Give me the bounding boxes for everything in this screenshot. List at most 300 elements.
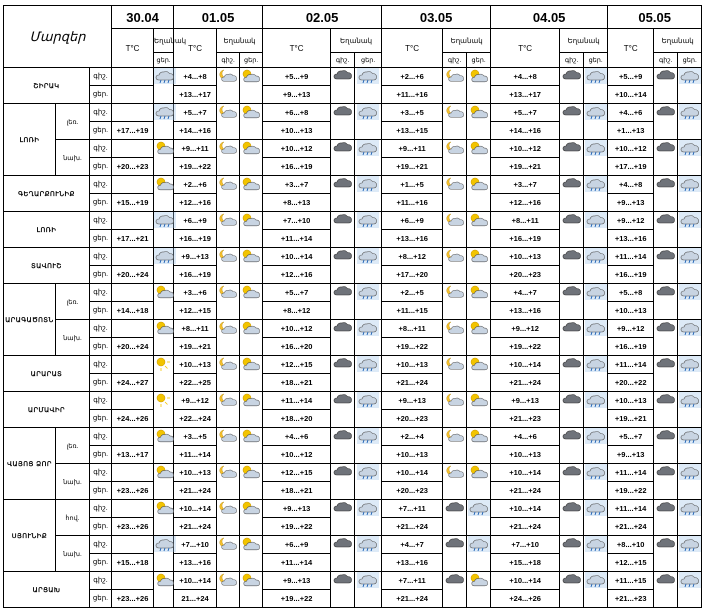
day-temperature: +11...+14 (263, 554, 331, 572)
night-temperature: +9...+12 (174, 392, 217, 410)
weather-icon-stack (584, 212, 607, 247)
region-name: ՏԱՎՈՒՇ (4, 248, 90, 284)
weather-icon-stack (355, 68, 381, 103)
weather-icon-stack (355, 572, 381, 607)
weather-icon-cell (467, 500, 491, 536)
weather-icon-cell (443, 572, 467, 608)
weather-icon-cell (584, 536, 608, 572)
day-label: ցեր. (90, 554, 112, 572)
rain-cloud-icon (585, 176, 607, 192)
weather-icon-stack (355, 212, 381, 247)
weather-icon-stack (560, 392, 583, 427)
weather-header: Եղանակ (154, 29, 174, 53)
weather-icon-cell (217, 104, 240, 140)
weather-icon-stack (355, 500, 381, 535)
sun-cloud-icon (240, 428, 262, 444)
weather-icon-cell (654, 536, 678, 572)
day-temperature: +13...+15 (382, 122, 443, 140)
forecast-row (4, 464, 702, 482)
sun-cloud-icon (468, 356, 490, 372)
moon-cloud-icon (217, 464, 239, 480)
weather-icon-cell (584, 392, 608, 428)
weather-icon-stack (443, 248, 466, 283)
sun-cloud-icon (468, 392, 490, 408)
weather-icon-stack (584, 500, 607, 535)
weather-icon-cell (154, 392, 174, 428)
forecast-table-wrapper (3, 5, 697, 603)
weather-icon-cell (678, 248, 702, 284)
rain-cloud-icon (679, 572, 701, 588)
weather-icon-stack (678, 572, 701, 607)
night-temperature: +8...+11 (491, 212, 560, 230)
weather-icon-stack (331, 356, 354, 391)
weather-icon-cell (154, 212, 174, 248)
night-label: գիշ. (90, 392, 112, 410)
moon-cloud-icon (444, 464, 466, 480)
weather-icon-stack (331, 464, 354, 499)
dark-cloud-icon (444, 536, 466, 552)
region-name: ԱՐՄԱՎԻՐ (4, 392, 90, 428)
weather-icon-cell (560, 212, 584, 248)
night-temperature: +9...+12 (608, 320, 654, 338)
moon-cloud-icon (217, 248, 239, 264)
night-temperature: +10...+14 (174, 500, 217, 518)
rain-cloud-icon (585, 248, 607, 264)
date-header: 04.05 (491, 6, 608, 29)
day-temperature: +17...+20 (382, 266, 443, 284)
night-temperature (112, 536, 154, 554)
weather-icon-cell (467, 248, 491, 284)
weather-icon-stack (584, 392, 607, 427)
night-temperature: +11...+15 (608, 572, 654, 590)
weather-icon-cell (240, 284, 263, 320)
day-temperature: +19...+21 (174, 338, 217, 356)
sun-cloud-icon (240, 248, 262, 264)
moon-cloud-icon (217, 176, 239, 192)
rain-cloud-icon (357, 248, 379, 264)
moon-cloud-icon (217, 68, 239, 84)
weather-icon-cell (467, 464, 491, 500)
moon-cloud-icon (444, 428, 466, 444)
day-temperature: +12...+15 (174, 302, 217, 320)
zone-name: լեռ. (56, 284, 90, 320)
weather-icon-stack (654, 212, 677, 247)
sun-cloud-icon (240, 104, 262, 120)
weather-icon-cell (654, 572, 678, 608)
weather-icon-stack (560, 572, 583, 607)
night-subheader: գիշ. (443, 53, 467, 68)
weather-icon-stack (467, 248, 490, 283)
weather-icon-cell (584, 68, 608, 104)
weather-icon-cell (355, 212, 382, 248)
sun-cloud-icon (468, 212, 490, 228)
weather-icon-stack (240, 464, 262, 499)
day-temperature: 21...+24 (174, 590, 217, 608)
dark-cloud-icon (332, 572, 354, 588)
weather-icon-stack (154, 428, 173, 463)
day-temperature: +10...+13 (491, 446, 560, 464)
day-label: ցեր. (90, 194, 112, 212)
rain-cloud-icon (679, 500, 701, 516)
weather-icon-cell (355, 248, 382, 284)
sun-cloud-icon (468, 320, 490, 336)
night-temperature: +4...+8 (174, 68, 217, 86)
region-name: ՍՅՈՒՆԻՔ (4, 500, 56, 572)
dark-cloud-icon (561, 320, 583, 336)
rain-cloud-icon (357, 500, 379, 516)
weather-icon-cell (443, 140, 467, 176)
night-temperature: +7...+10 (491, 536, 560, 554)
weather-icon-cell (217, 176, 240, 212)
sun-icon (154, 392, 176, 408)
night-temperature: +6...+9 (382, 212, 443, 230)
weather-icon-stack (217, 212, 239, 247)
forecast-row (4, 572, 702, 590)
weather-icon-cell (443, 392, 467, 428)
weather-icon-stack (355, 536, 381, 571)
night-label: գիշ. (90, 68, 112, 86)
weather-icon-stack (154, 536, 173, 571)
weather-icon-cell (217, 212, 240, 248)
weather-icon-stack (154, 140, 173, 175)
weather-icon-cell (584, 212, 608, 248)
weather-icon-cell (154, 284, 174, 320)
weather-icon-stack (355, 428, 381, 463)
day-temperature: +20...+23 (112, 158, 154, 176)
rain-cloud-icon (154, 68, 176, 84)
day-temperature: +16...+19 (263, 158, 331, 176)
night-label: գիշ. (90, 464, 112, 482)
forecast-table (3, 5, 702, 608)
moon-cloud-icon (444, 68, 466, 84)
night-temperature: +10...+14 (263, 248, 331, 266)
rain-cloud-icon (585, 500, 607, 516)
weather-icon-cell (467, 572, 491, 608)
dark-cloud-icon (332, 140, 354, 156)
weather-icon-cell (217, 68, 240, 104)
weather-icon-cell (355, 68, 382, 104)
night-temperature (112, 68, 154, 86)
night-temperature: +5...+7 (491, 104, 560, 122)
night-temperature: +1...+5 (382, 176, 443, 194)
dark-cloud-icon (332, 356, 354, 372)
sun-cloud-icon (154, 428, 176, 444)
rain-cloud-icon (468, 500, 490, 516)
weather-icon-cell (217, 320, 240, 356)
dark-cloud-icon (561, 464, 583, 480)
sun-cloud-icon (154, 176, 176, 192)
weather-icon-stack (654, 356, 677, 391)
day-label: ցեր. (90, 266, 112, 284)
weather-icon-stack (560, 464, 583, 499)
weather-icon-stack (584, 68, 607, 103)
weather-icon-stack (467, 392, 490, 427)
zone-name: լեռ. (56, 428, 90, 464)
weather-icon-stack (654, 392, 677, 427)
moon-cloud-icon (444, 248, 466, 264)
forecast-row (4, 320, 702, 338)
day-subheader: ցեր. (240, 53, 263, 68)
weather-icon-cell (654, 284, 678, 320)
weather-icon-cell (154, 140, 174, 176)
day-temperature: +15...+18 (491, 554, 560, 572)
weather-icon-stack (584, 248, 607, 283)
rain-cloud-icon (357, 284, 379, 300)
night-temperature: +10...+14 (174, 572, 217, 590)
weather-icon-cell (240, 104, 263, 140)
day-temperature: +20...+23 (382, 410, 443, 428)
weather-icon-stack (217, 500, 239, 535)
weather-icon-stack (467, 572, 490, 607)
dark-cloud-icon (655, 212, 677, 228)
weather-icon-cell (584, 464, 608, 500)
weather-icon-stack (331, 392, 354, 427)
night-temperature: +10...+12 (263, 140, 331, 158)
day-temperature: +14...+16 (491, 122, 560, 140)
weather-icon-stack (443, 284, 466, 319)
region-name: ՇԻՐԱԿ (4, 68, 90, 104)
weather-icon-stack (654, 284, 677, 319)
sun-cloud-icon (240, 572, 262, 588)
day-temperature: +18...+21 (263, 482, 331, 500)
weather-icon-stack (678, 176, 701, 211)
night-temperature: +9...+13 (491, 392, 560, 410)
rain-cloud-icon (154, 248, 176, 264)
weather-icon-cell (584, 176, 608, 212)
weather-icon-stack (654, 248, 677, 283)
night-label: գիշ. (90, 320, 112, 338)
weather-icon-stack (443, 68, 466, 103)
weather-icon-stack (443, 536, 466, 571)
day-label: ցեր. (90, 482, 112, 500)
day-temperature: +18...+21 (263, 374, 331, 392)
weather-icon-stack (678, 212, 701, 247)
weather-icon-stack (467, 500, 490, 535)
night-temperature: +8...+11 (382, 320, 443, 338)
weather-icon-cell (560, 392, 584, 428)
sun-cloud-icon (240, 68, 262, 84)
night-label: գիշ. (90, 140, 112, 158)
weather-icon-stack (467, 68, 490, 103)
weather-icon-cell (584, 428, 608, 464)
weather-icon-stack (217, 140, 239, 175)
night-label: գիշ. (90, 284, 112, 302)
day-temperature: +23...+26 (112, 518, 154, 536)
date-header: 30.04 (112, 6, 174, 29)
sun-cloud-icon (468, 68, 490, 84)
weather-icon-stack (584, 536, 607, 571)
dark-cloud-icon (561, 572, 583, 588)
weather-icon-cell (560, 500, 584, 536)
rain-cloud-icon (679, 464, 701, 480)
night-temperature: +10...+14 (382, 464, 443, 482)
weather-icon-stack (217, 392, 239, 427)
weather-icon-stack (443, 212, 466, 247)
forecast-row (4, 284, 702, 302)
dark-cloud-icon (444, 572, 466, 588)
day-temperature: +21...+24 (174, 518, 217, 536)
night-temperature: +11...+14 (608, 356, 654, 374)
weather-icon-cell (654, 248, 678, 284)
day-temperature: +23...+26 (112, 482, 154, 500)
weather-icon-cell (331, 68, 355, 104)
weather-icon-stack (154, 176, 173, 211)
day-temperature: +21...+24 (382, 374, 443, 392)
rain-cloud-icon (585, 284, 607, 300)
day-temperature: +1...+13 (608, 122, 654, 140)
night-temperature: +10...+13 (174, 356, 217, 374)
sun-cloud-icon (154, 320, 176, 336)
night-temperature: +5...+9 (263, 68, 331, 86)
weather-icon-cell (560, 320, 584, 356)
night-temperature (112, 212, 154, 230)
weather-icon-stack (154, 500, 173, 535)
day-temperature: +16...+20 (263, 338, 331, 356)
day-label: ցեր. (90, 446, 112, 464)
day-subheader: ցեր. (355, 53, 382, 68)
weather-icon-stack (678, 500, 701, 535)
regions-header: Մարզեր (4, 6, 112, 68)
weather-icon-cell (584, 320, 608, 356)
weather-icon-stack (678, 284, 701, 319)
day-temperature: +22...+25 (174, 374, 217, 392)
day-temperature: +17...+19 (608, 158, 654, 176)
night-temperature (112, 284, 154, 302)
day-temperature: +24...+27 (112, 374, 154, 392)
dark-cloud-icon (332, 284, 354, 300)
day-temperature: +14...+18 (112, 302, 154, 320)
night-temperature: +10...+13 (174, 464, 217, 482)
weather-icon-stack (654, 320, 677, 355)
weather-icon-cell (560, 104, 584, 140)
weather-icon-stack (217, 284, 239, 319)
day-temperature: +20...+23 (491, 266, 560, 284)
day-temperature: +11...+15 (382, 302, 443, 320)
weather-icon-cell (678, 176, 702, 212)
weather-icon-cell (654, 104, 678, 140)
weather-icon-cell (560, 248, 584, 284)
weather-icon-stack (654, 104, 677, 139)
sun-cloud-icon (154, 284, 176, 300)
day-temperature: +19...+21 (382, 158, 443, 176)
day-subheader: ցեր. (678, 53, 702, 68)
sun-cloud-icon (240, 536, 262, 552)
dark-cloud-icon (561, 536, 583, 552)
night-temperature: +6...+9 (174, 212, 217, 230)
weather-icon-stack (443, 140, 466, 175)
night-temperature: +10...+13 (608, 392, 654, 410)
day-temperature: +11...+14 (174, 446, 217, 464)
weather-icon-stack (654, 176, 677, 211)
night-subheader: գիշ. (217, 53, 240, 68)
moon-cloud-icon (444, 284, 466, 300)
day-temperature: +21...+24 (382, 518, 443, 536)
day-temperature: +13...+16 (174, 554, 217, 572)
sun-icon (154, 356, 176, 372)
day-temperature: +20...+24 (112, 266, 154, 284)
weather-icon-cell (654, 68, 678, 104)
day-temperature: +16...+19 (491, 230, 560, 248)
night-temperature: +8...+11 (174, 320, 217, 338)
sun-cloud-icon (468, 140, 490, 156)
weather-icon-cell (217, 284, 240, 320)
night-temperature: +6...+8 (263, 104, 331, 122)
dark-cloud-icon (655, 140, 677, 156)
dark-cloud-icon (655, 176, 677, 192)
weather-icon-cell (154, 68, 174, 104)
weather-icon-stack (355, 392, 381, 427)
dark-cloud-icon (561, 428, 583, 444)
day-temperature: +9...+13 (263, 86, 331, 104)
weather-icon-stack (331, 284, 354, 319)
weather-icon-stack (331, 140, 354, 175)
day-temperature: +11...+16 (382, 194, 443, 212)
weather-icon-stack (584, 464, 607, 499)
day-temperature: +12...+15 (608, 554, 654, 572)
weather-icon-cell (331, 248, 355, 284)
night-label: գիշ. (90, 572, 112, 590)
day-temperature: +19...+21 (608, 410, 654, 428)
weather-icon-cell (240, 356, 263, 392)
night-temperature: +8...+12 (382, 248, 443, 266)
rain-cloud-icon (357, 536, 379, 552)
weather-icon-cell (217, 356, 240, 392)
temperature-header: T°C (174, 29, 217, 68)
weather-icon-cell (331, 464, 355, 500)
region-name: ԼՈՌԻ (4, 212, 90, 248)
weather-header: Եղանակ (443, 29, 491, 53)
weather-icon-stack (654, 572, 677, 607)
night-subheader: գիշ. (560, 53, 584, 68)
night-temperature: +4...+6 (491, 428, 560, 446)
weather-header: Եղանակ (331, 29, 382, 53)
weather-icon-stack (240, 356, 262, 391)
zone-name: նախ. (56, 140, 90, 176)
moon-cloud-icon (217, 212, 239, 228)
weather-icon-stack (443, 392, 466, 427)
weather-icon-cell (560, 464, 584, 500)
day-temperature: +11...+16 (382, 86, 443, 104)
day-label: ցեր. (90, 374, 112, 392)
weather-icon-cell (467, 140, 491, 176)
weather-icon-stack (217, 536, 239, 571)
night-temperature: +3...+7 (491, 176, 560, 194)
weather-icon-stack (678, 68, 701, 103)
day-temperature: +13...+16 (491, 302, 560, 320)
region-name: ԱՐՑԱԽ (4, 572, 90, 608)
sun-cloud-icon (468, 176, 490, 192)
weather-icon-cell (355, 356, 382, 392)
weather-icon-cell (443, 176, 467, 212)
weather-icon-cell (331, 572, 355, 608)
weather-icon-stack (217, 176, 239, 211)
night-temperature: +9...+12 (491, 320, 560, 338)
day-label: ցեր. (90, 158, 112, 176)
day-temperature: +16...+19 (608, 266, 654, 284)
weather-icon-stack (443, 320, 466, 355)
weather-icon-cell (467, 104, 491, 140)
weather-icon-cell (584, 572, 608, 608)
weather-icon-stack (154, 392, 173, 427)
dark-cloud-icon (655, 464, 677, 480)
weather-icon-cell (678, 572, 702, 608)
weather-icon-stack (560, 536, 583, 571)
weather-icon-cell (443, 356, 467, 392)
day-label: ցեր. (90, 302, 112, 320)
weather-icon-cell (240, 212, 263, 248)
night-temperature: +3...+5 (174, 428, 217, 446)
weather-icon-stack (154, 104, 173, 139)
